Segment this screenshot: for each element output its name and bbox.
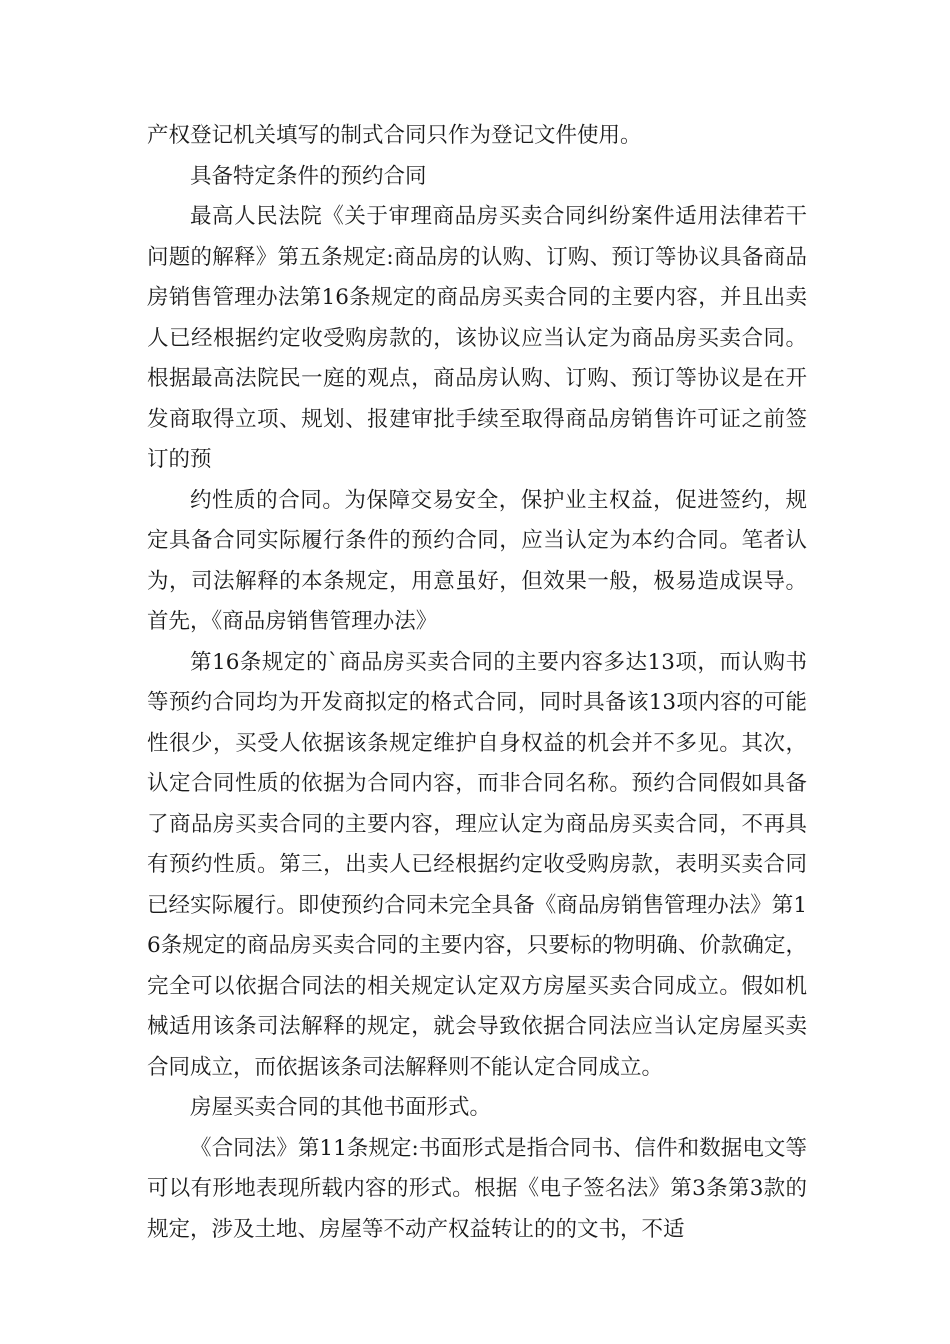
section-heading-preliminary-contract: 具备特定条件的预约合同 [190, 163, 427, 189]
paragraph-1: 产权登记机关填写的制式合同只作为登记文件使用。 [147, 123, 642, 148]
paragraph-5: 第16条规定的`商品房买卖合同的主要内容多达13项，而认购书等预约合同均为开发商拟定的格式合同，同时具备该13项内容的可能性很少，买受人依据该条规定维护自身权益的机会并不多见。其次，认定合同性质的依据为合同内容，而非合同名称。预约合同假如具备了商品房买卖合同的主要内容，理应认定为商品房买卖合同，不再具有预约性质。第三，出卖人已经根据约定收受购房款，表明买卖合同已经实际履行。即使预约合同未完全具备《商品房销售管理办法》第16条规定的商品房买卖合同的主要内容，只要标的物明确、价款确定，完全可以依据合同法的相关规定认定双方房屋买卖合同成立。假如机械适用该条司法解释的规定，就会导致依据合同法应当认定房屋买卖合同成立，而依据该条司法解释则不能认定合同成立。 [147, 649, 807, 1080]
paragraph-3: 最高人民法院《关于审理商品房买卖合同纠纷案件适用法律若干问题的解释》第五条规定:商品房的认购、订购、预订等协议具备商品房销售管理办法第16条规定的商品房买卖合同的主要内容，并且出卖人已经根据约定收受购房款的，该协议应当认定为商品房买卖合同。根据最高法院民一庭的观点，商品房认购、订购、预订等协议是在开发商取得立项、规划、报建审批手续至取得商品房销售许可证之前签订的预 [147, 204, 807, 472]
section-heading-other-written-forms: 房屋买卖合同的其他书面形式。 [190, 1095, 492, 1120]
document-body [147, 116, 807, 1250]
paragraph-7: 《合同法》第11条规定:书面形式是指合同书、信件和数据电文等可以有形地表现所载内容的形式。根据《电子签名法》第3条第3款的规定，涉及土地、房屋等不动产权益转让的的文书，不适 [147, 1135, 807, 1242]
paragraph-4: 约性质的合同。为保障交易安全，保护业主权益，促进签约，规定具备合同实际履行条件的预约合同，应当认定为本约合同。笔者认为，司法解释的本条规定，用意虽好，但效果一般，极易造成误导。首先，《商品房销售管理办法》 [147, 487, 807, 634]
